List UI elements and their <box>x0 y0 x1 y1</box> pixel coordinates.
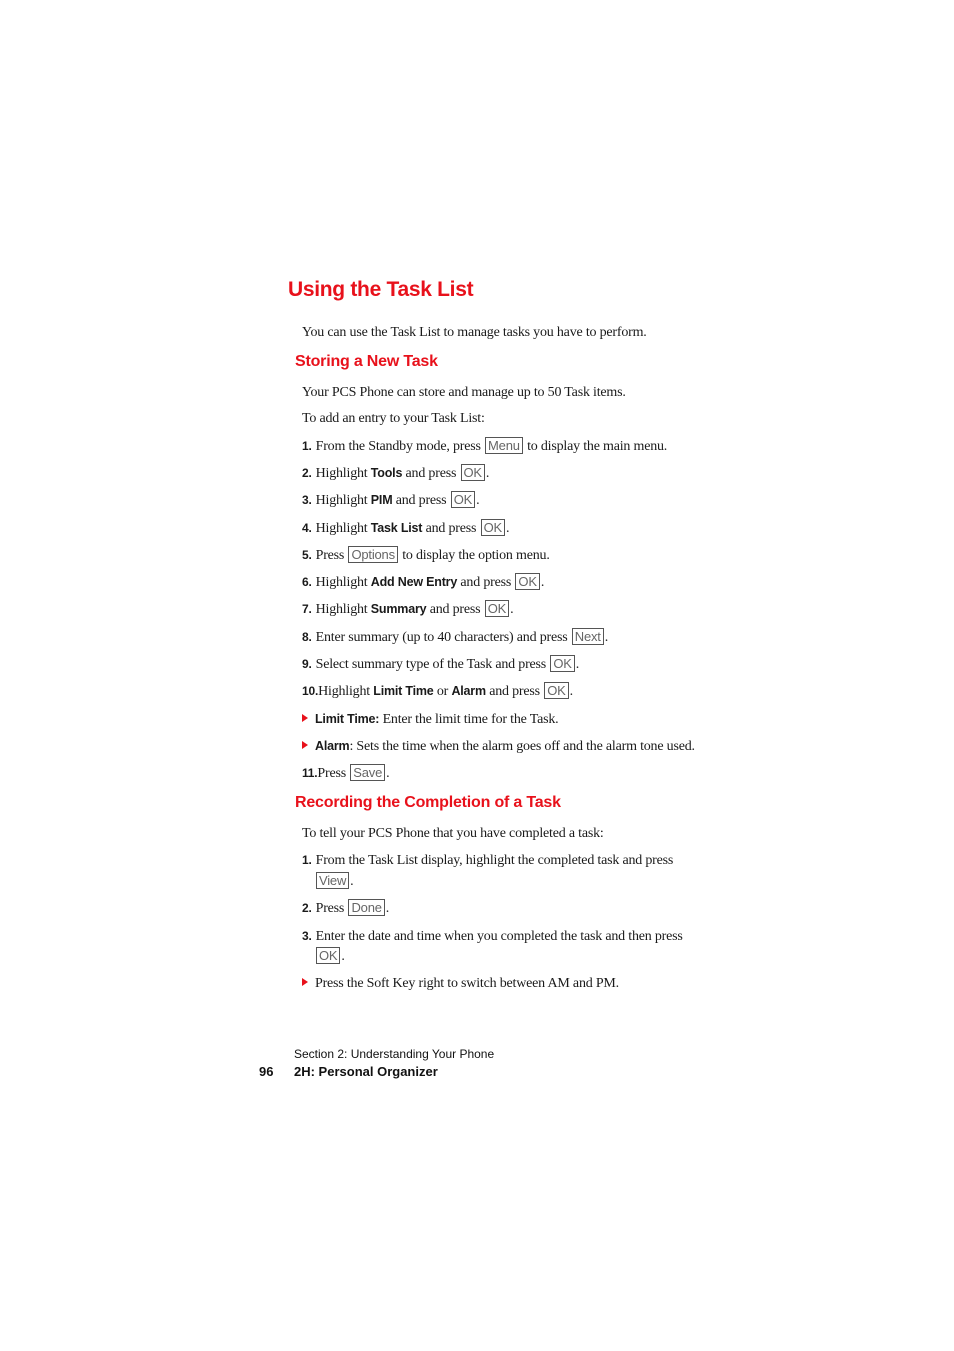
step-number: 4. <box>302 521 312 535</box>
view-softkey: View <box>316 872 349 889</box>
step-punct: . <box>575 657 580 672</box>
ok-softkey: OK <box>550 655 574 672</box>
step-8 <box>302 627 608 648</box>
step-6 <box>302 572 544 593</box>
step-number: 6. <box>302 575 312 589</box>
step-number: 7. <box>302 602 312 616</box>
step-text: Enter summary (up to 40 characters) and press <box>315 630 568 645</box>
bullet-limit-time <box>302 709 558 730</box>
step-punct: . <box>485 466 490 481</box>
step-number: 9. <box>302 657 312 671</box>
step-punct: . <box>350 874 354 889</box>
step-10 <box>302 681 573 702</box>
step-number: 10. <box>302 684 319 698</box>
step-text: and press <box>489 684 540 699</box>
step-text: Press <box>317 766 346 781</box>
menu-item-name: Task List <box>370 521 423 535</box>
ok-softkey: OK <box>515 573 539 590</box>
step-punct: . <box>505 521 510 536</box>
step-number: 3. <box>302 493 312 507</box>
bullet-text: Press the Soft Key right to switch between AM and PM. <box>315 976 619 991</box>
heading-storing-new-task: Storing a New Task <box>295 353 438 370</box>
step-punct: . <box>540 575 545 590</box>
storage-capacity-text: Your PCS Phone can store and manage up to 50 Task items. <box>302 385 626 400</box>
bullet-term: Limit Time: <box>315 712 380 726</box>
step-text: Highlight <box>315 575 368 590</box>
step-text: and press <box>460 575 512 590</box>
step-text: and press <box>425 521 477 536</box>
menu-item-name: Add New Entry <box>370 575 458 589</box>
step-text: Enter the date and time when you completed the task and then press <box>315 929 683 944</box>
ok-softkey: OK <box>316 947 340 964</box>
step-text: Highlight <box>315 521 368 536</box>
step-text: Highlight <box>315 602 368 617</box>
menu-item-name: Limit Time <box>373 684 434 698</box>
completion-step-3 <box>302 926 683 967</box>
footer-section-label: Section 2: Understanding Your Phone <box>294 1047 495 1061</box>
step-3 <box>302 490 479 511</box>
page-number: 96 <box>259 1064 274 1079</box>
bullet-alarm <box>302 736 695 757</box>
step-number: 2. <box>302 901 312 915</box>
step-1 <box>302 436 667 457</box>
options-softkey: Options <box>348 546 397 563</box>
intro-text: You can use the Task List to manage tasks you have to perform. <box>302 325 647 340</box>
next-softkey: Next <box>572 628 604 645</box>
step-text: to display the main menu. <box>527 439 668 454</box>
step-text: From the Standby mode, press <box>315 439 481 454</box>
step-text: Select summary type of the Task and press <box>315 657 547 672</box>
step-text: and press <box>405 466 457 481</box>
step-5 <box>302 545 550 566</box>
completion-step-2 <box>302 898 389 919</box>
bullet-term: Alarm <box>315 739 350 753</box>
step-text: Highlight <box>315 493 368 508</box>
step-4 <box>302 518 509 539</box>
completion-step-1 <box>302 850 673 892</box>
step-text: From the Task List display, highlight the completed task and press <box>315 853 674 868</box>
step-punct: . <box>386 766 390 781</box>
chapter-label: 2H: Personal Organizer <box>294 1064 438 1079</box>
menu-item-name: Alarm <box>451 684 486 698</box>
heading-recording-completion: Recording the Completion of a Task <box>295 794 561 811</box>
step-punct: . <box>510 602 514 617</box>
step-number: 11. <box>302 766 318 780</box>
ok-softkey: OK <box>485 600 509 617</box>
step-text: Press <box>315 901 345 916</box>
step-9 <box>302 654 579 675</box>
step-text: Press <box>315 548 345 563</box>
bullet-am-pm <box>302 974 619 994</box>
menu-item-name: PIM <box>370 493 393 507</box>
completion-intro: To tell your PCS Phone that you have completed a task: <box>302 826 604 841</box>
ok-softkey: OK <box>481 519 505 536</box>
step-text: to display the option menu. <box>402 548 550 563</box>
step-punct: . <box>604 630 609 645</box>
ok-softkey: OK <box>544 682 568 699</box>
step-text: Highlight <box>315 466 368 481</box>
step-number: 8. <box>302 630 312 644</box>
bullet-arrow-icon <box>302 741 308 749</box>
ok-softkey: OK <box>451 491 475 508</box>
menu-item-name: Summary <box>370 602 427 616</box>
step-number: 2. <box>302 466 312 480</box>
step-number: 3. <box>302 929 312 943</box>
step-punct: . <box>476 493 480 508</box>
step-text: and press <box>395 493 447 508</box>
step-punct: . <box>341 949 345 964</box>
bullet-text: Enter the limit time for the Task. <box>382 712 559 727</box>
step-number: 1. <box>302 439 312 453</box>
step-text: Highlight <box>318 684 370 699</box>
bullet-text: : Sets the time when the alarm goes off and the alarm tone used. <box>349 739 695 754</box>
step-number: 1. <box>302 853 312 867</box>
page-title: Using the Task List <box>288 278 474 301</box>
menu-softkey: Menu <box>485 437 523 454</box>
save-softkey: Save <box>350 764 385 781</box>
step-number: 5. <box>302 548 312 562</box>
step-11 <box>302 763 389 784</box>
ok-softkey: OK <box>461 464 485 481</box>
add-entry-intro: To add an entry to your Task List: <box>302 411 485 426</box>
step-2 <box>302 463 489 484</box>
done-softkey: Done <box>348 899 384 916</box>
bullet-arrow-icon <box>302 714 308 722</box>
step-punct: . <box>569 684 573 699</box>
step-text: or <box>436 684 449 699</box>
step-text: and press <box>429 602 481 617</box>
step-7 <box>302 599 513 620</box>
menu-item-name: Tools <box>370 466 403 480</box>
bullet-arrow-icon <box>302 978 308 986</box>
step-punct: . <box>385 901 390 916</box>
footer-chapter <box>259 1064 438 1079</box>
